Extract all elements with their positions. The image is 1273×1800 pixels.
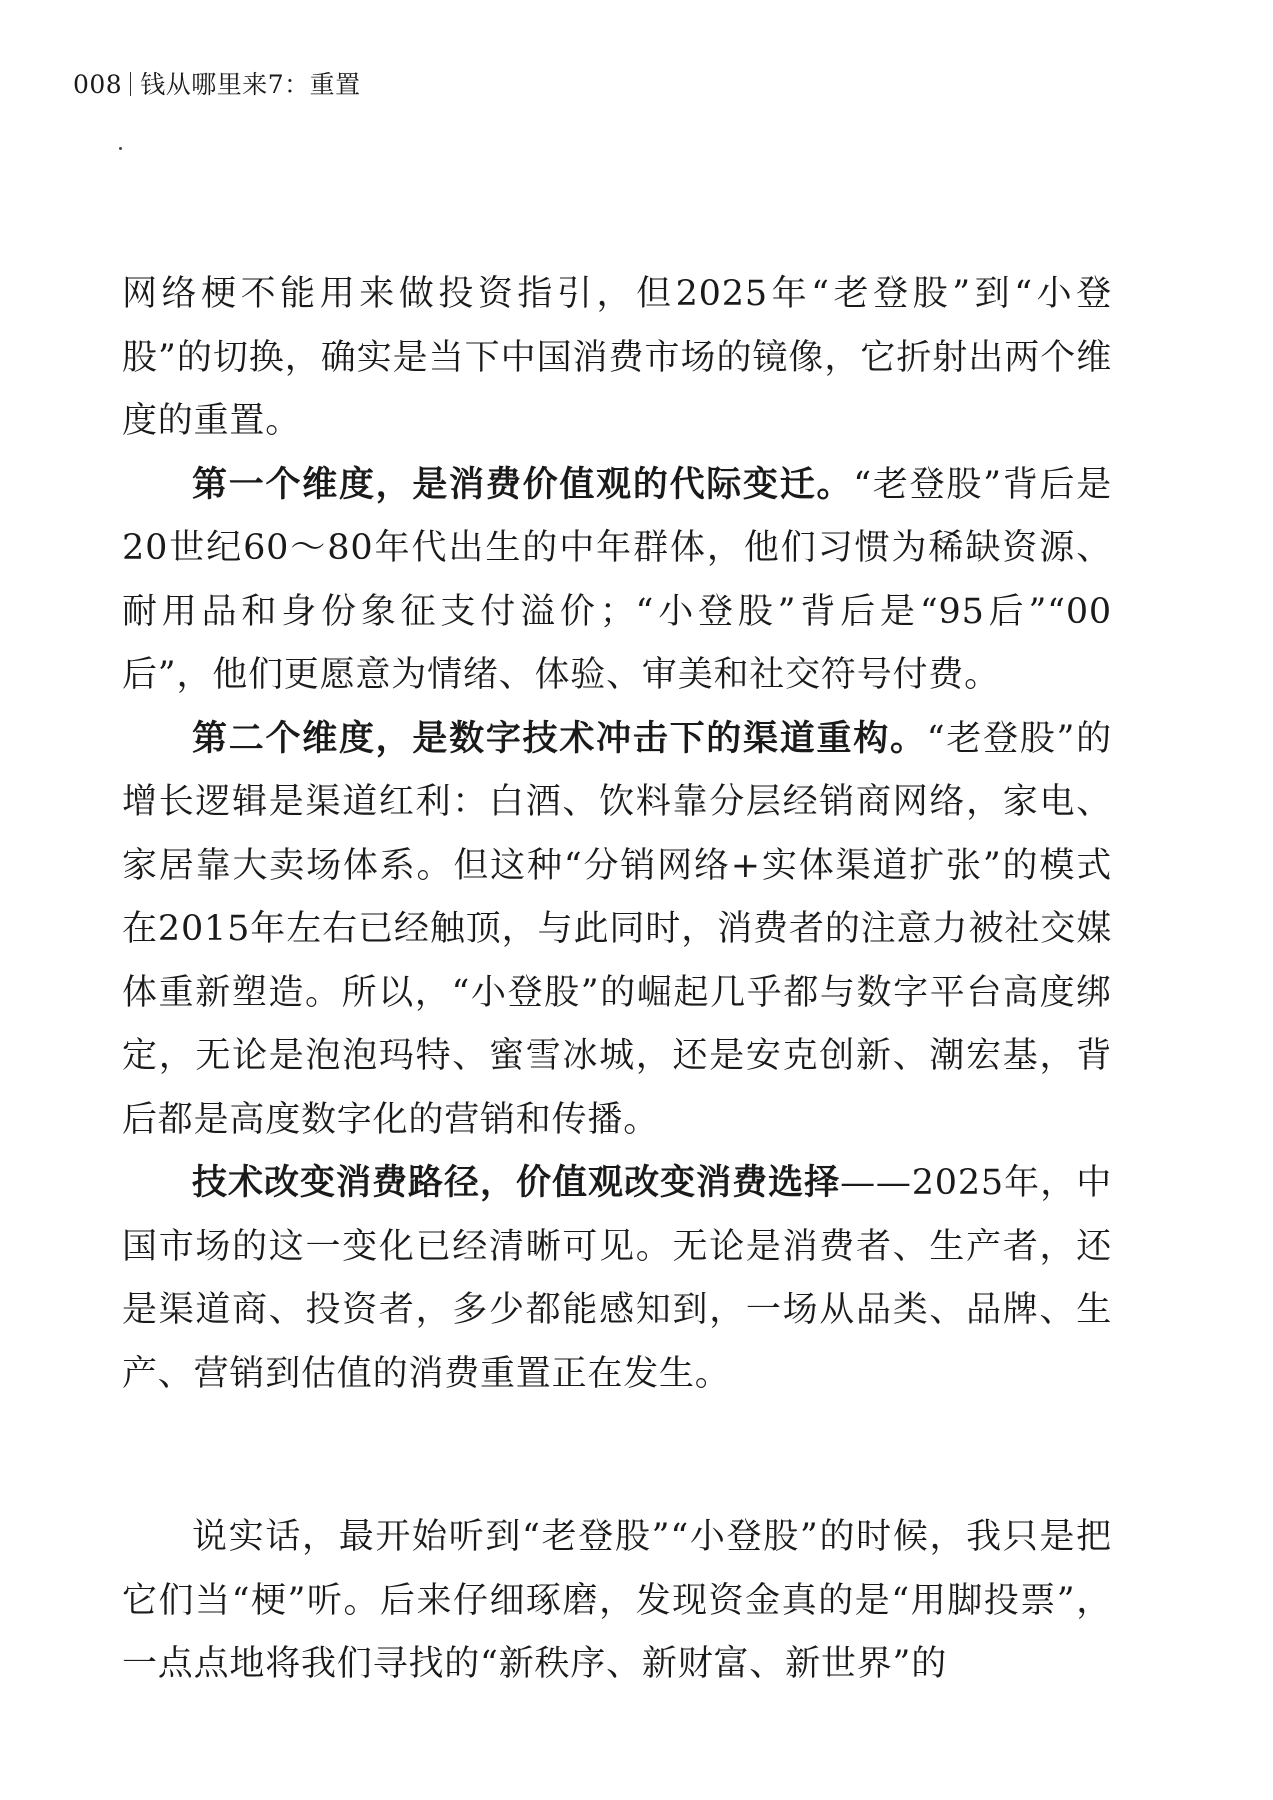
header-divider <box>130 72 131 96</box>
dimension-one-heading: 第一个维度，是消费价值观的代际变迁。 <box>192 464 854 505</box>
paragraph-intro: 网络梗不能用来做投资指引，但2025年“老登股”到“小登股”的切换，确实是当下中国消费市场的镜像，它折射出两个维度的重置。 <box>122 274 1112 441</box>
paragraph-summary <box>122 1152 1112 1406</box>
paragraph-reflection: 说实话，最开始听到“老登股”“小登股”的时候，我只是把它们当“梗”听。后来仔细琢磨，发现资金真的是“用脚投票”，一点点地将我们寻找的“新秩序、新财富、新世界”的 <box>122 1517 1112 1684</box>
paragraph-dimension-two <box>122 708 1112 1153</box>
scan-speck <box>119 147 122 150</box>
dimension-one-text: “老登股”背后是20世纪60～80年代出生的中年群体，他们习惯为稀缺资源、耐用品和身份象征支付溢价；“小登股”背后是“95后”“00后”，他们更愿意为情绪、体验、审美和社交符号付费。 <box>122 464 1113 695</box>
page-number: 008 <box>73 70 123 99</box>
paragraph-dimension-one <box>122 454 1112 708</box>
dimension-two-heading: 第二个维度，是数字技术冲击下的渠道重构。 <box>192 718 927 759</box>
summary-heading: 技术改变消费路径，价值观改变消费选择 <box>192 1163 841 1203</box>
running-header <box>73 68 361 102</box>
dimension-two-text: “老登股”的增长逻辑是渠道红利：白酒、饮料靠分层经销商网络，家电、家居靠大卖场体系。但这种“分销网络+实体渠道扩张”的模式在2015年左右已经触顶，与此同时，消费者的注意力被社交媒体重新塑造。所以，“小登股”的崛起几乎都与数字平台高度绑定，无论是泡泡玛特、蜜雪冰城，还是安克创新、潮宏基，背后都是高度数字化的营销和传播。 <box>122 718 1112 1140</box>
book-title: 钱从哪里来7：重置 <box>140 70 361 99</box>
summary-text: ——2025年，中国市场的这一变化已经清晰可见。无论是消费者、生产者，还是渠道商、投资者，多少都能感知到，一场从品类、品牌、生产、营销到估值的消费重置正在发生。 <box>122 1163 1112 1394</box>
main-text-block <box>122 263 1112 1406</box>
second-text-block <box>122 1506 1112 1697</box>
